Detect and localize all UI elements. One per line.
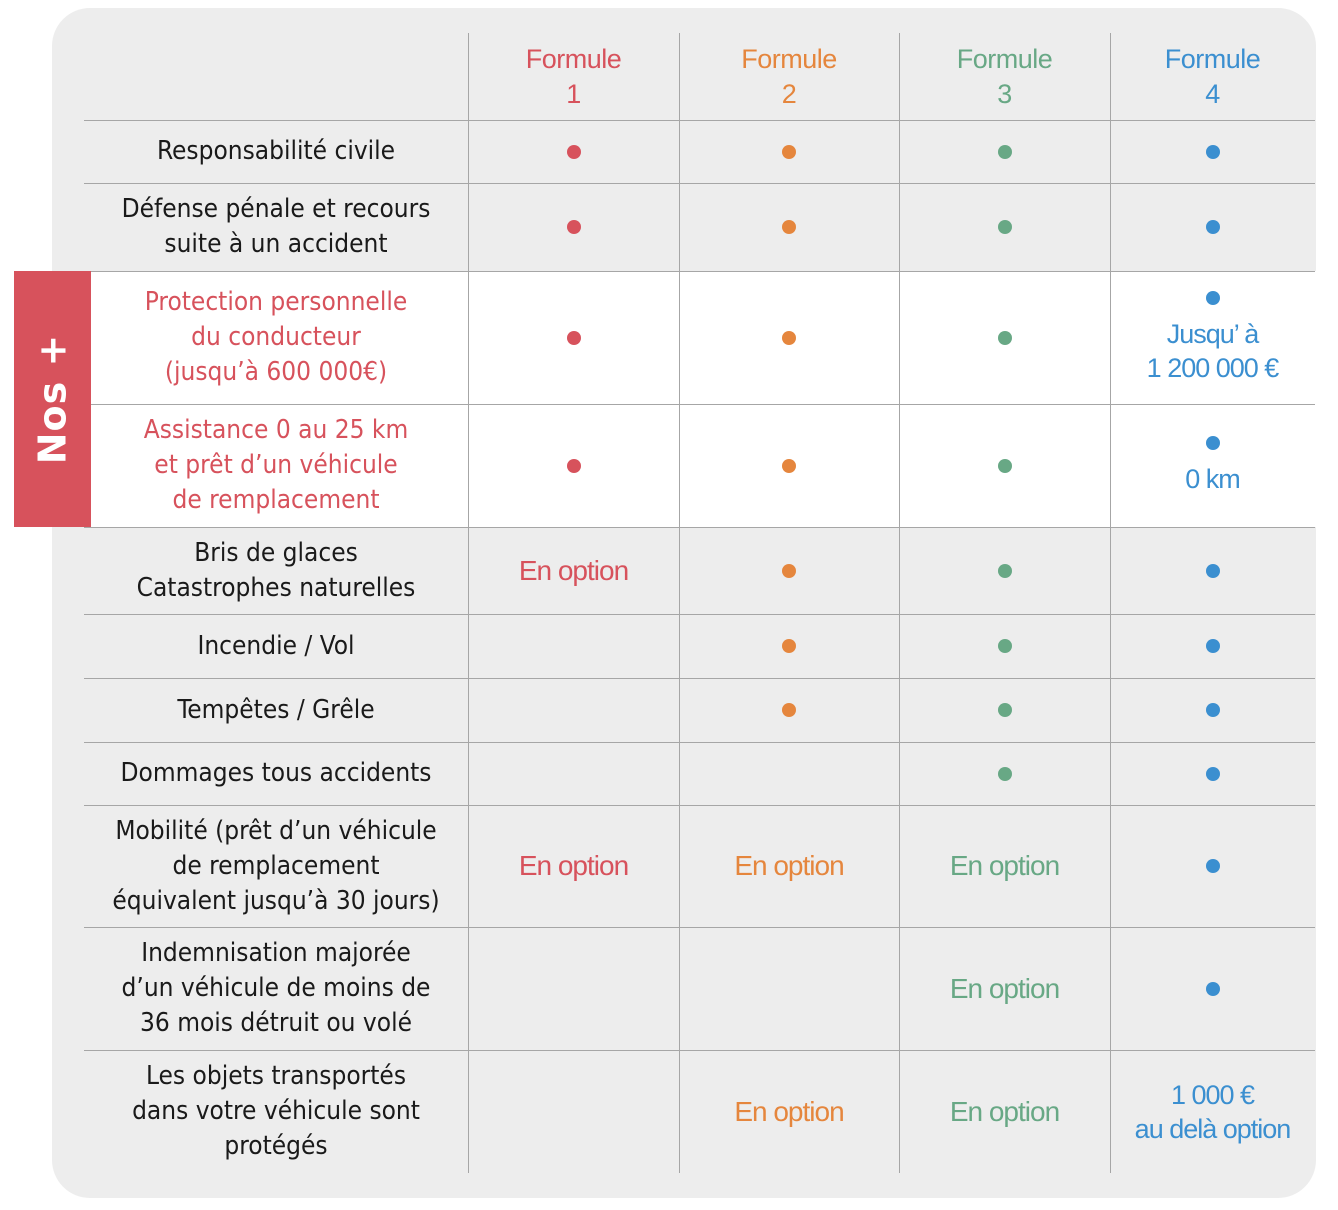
coverage-label: Mobilité (prêt d’un véhicule de remplacement équivalent jusqu’à 30 jours) [112,815,440,916]
table-row [0,183,1338,271]
included-dot-icon [998,639,1012,653]
row-divider [84,1050,1315,1051]
formula-2-cell [679,927,899,1050]
coverage-label: Les objets transportés dans votre véhicule sont protégés [132,1061,420,1161]
row-divider [84,527,1315,528]
row-label-cell [84,183,468,271]
included-dot-icon [1206,982,1220,996]
coverage-label: Défense pénale et recours suite à un accident [121,194,431,259]
table-row [0,805,1338,927]
en-option-label: En option [518,850,629,881]
row-label-cell [84,678,468,742]
formula-4-cell [1110,527,1315,614]
row-divider [84,927,1315,928]
coverage-label: Bris de glaces Catastrophes naturelles [136,537,416,603]
row-divider [84,183,1315,184]
formula-note: Jusqu’ à 1 200 000 € [1146,318,1279,383]
coverage-label: Dommages tous accidents [120,758,432,788]
table-row [0,678,1338,742]
formula-4-cell [1110,404,1315,527]
included-dot-icon [1206,859,1220,873]
included-dot-icon [998,145,1012,159]
table-row [0,271,1338,404]
row-label-cell [84,271,468,404]
formula-3-cell [899,1050,1110,1173]
en-option-label: En option [949,972,1060,1004]
formula-3-cell [899,527,1110,614]
formula-1-label: Formule 1 [525,43,622,109]
included-dot-icon [1206,564,1220,578]
row-divider [84,404,1315,405]
included-dot-icon [1206,220,1220,234]
table-row [0,120,1338,183]
en-option-label: En option [518,554,629,586]
included-dot-icon [998,220,1012,234]
row-label-cell [84,742,468,805]
formula-1-cell [468,805,679,927]
included-dot-icon [1206,767,1220,781]
formula-4-cell [1110,1050,1315,1173]
formula-3-cell [899,614,1110,678]
column-divider [899,33,900,1173]
included-dot-icon [782,145,796,159]
formula-4-cell [1110,678,1315,742]
table-row [0,527,1338,614]
included-dot-icon [1206,145,1220,159]
coverage-label: Incendie / Vol [197,630,355,661]
formula-3-cell [899,805,1110,927]
formula-4-cell [1110,742,1315,805]
en-option-label: En option [949,850,1060,881]
formula-3-cell [899,183,1110,271]
formula-2-cell [679,805,899,927]
formula-1-cell [468,120,679,183]
row-label-cell [84,805,468,927]
en-option-label: En option [949,1095,1060,1127]
header-formula-3 [899,33,1110,120]
row-divider [84,271,1315,272]
table-row [0,927,1338,1050]
coverage-label: Tempêtes / Grêle [177,694,375,725]
header-empty-cell [84,33,468,120]
included-dot-icon [998,564,1012,578]
nos-plus-label: Nos + [30,333,75,465]
header-formula-1 [468,33,679,120]
included-dot-icon [1206,639,1220,653]
row-divider [84,614,1315,615]
formula-3-cell [899,120,1110,183]
formula-4-cell [1110,805,1315,927]
formula-4-cell [1110,927,1315,1050]
formula-2-cell [679,678,899,742]
row-label-cell [84,120,468,183]
formula-1-cell [468,742,679,805]
formula-1-cell [468,183,679,271]
nos-plus-tab [14,271,91,527]
formula-2-cell [679,404,899,527]
formula-3-cell [899,742,1110,805]
row-divider [84,678,1315,679]
table-row [0,614,1338,678]
included-dot-icon [567,331,581,345]
table-row [0,404,1338,527]
included-dot-icon [1206,703,1220,717]
table-row [0,1050,1338,1173]
included-dot-icon [998,331,1012,345]
formula-3-cell [899,271,1110,404]
column-divider [1110,33,1111,1173]
included-dot-icon [782,220,796,234]
included-dot-icon [1206,436,1220,450]
row-divider [84,120,1315,121]
coverage-label: Indemnisation majorée d’un véhicule de moins de 36 mois détruit ou volé [121,938,431,1038]
formula-2-cell [679,742,899,805]
formula-1-cell [468,678,679,742]
formula-4-cell [1110,183,1315,271]
header-formula-4 [1110,33,1315,120]
formula-2-cell [679,120,899,183]
formula-3-label: Formule 3 [956,43,1053,109]
table-row [0,742,1338,805]
formula-1-cell [468,1050,679,1173]
formula-2-cell [679,527,899,614]
row-label-cell [84,1050,468,1173]
included-dot-icon [567,459,581,473]
row-label-cell [84,404,468,527]
formula-2-label: Formule 2 [741,43,837,109]
row-label-cell [84,927,468,1050]
included-dot-icon [998,459,1012,473]
header-row [0,33,1338,120]
formula-4-cell [1110,614,1315,678]
formula-3-cell [899,927,1110,1050]
formula-2-cell [679,1050,899,1173]
en-option-label: En option [734,1095,844,1127]
row-divider [84,742,1315,743]
formula-note: 1 000 € au delà option [1134,1079,1291,1144]
formula-1-cell [468,271,679,404]
coverage-label: Responsabilité civile [156,136,396,166]
formula-4-label: Formule 4 [1164,43,1261,109]
formula-note: 0 km [1185,463,1240,494]
formula-3-cell [899,678,1110,742]
coverage-label: Protection personnelle du conducteur (jusqu’à 600 000€) [144,287,408,387]
included-dot-icon [567,145,581,159]
included-dot-icon [782,639,796,653]
included-dot-icon [782,331,796,345]
formula-3-cell [899,404,1110,527]
included-dot-icon [782,564,796,578]
row-label-cell [84,527,468,614]
formula-1-cell [468,527,679,614]
formula-1-cell [468,927,679,1050]
formula-2-cell [679,183,899,271]
included-dot-icon [1206,291,1220,305]
formula-4-cell [1110,271,1315,404]
formula-1-cell [468,614,679,678]
row-label-cell [84,614,468,678]
included-dot-icon [998,767,1012,781]
coverage-label: Assistance 0 au 25 km et prêt d’un véhicule de remplacement [143,415,409,515]
included-dot-icon [782,703,796,717]
column-divider [679,33,680,1173]
formula-1-cell [468,404,679,527]
en-option-label: En option [734,850,844,881]
formula-2-cell [679,271,899,404]
header-formula-2 [679,33,899,120]
row-divider [84,805,1315,806]
formula-4-cell [1110,120,1315,183]
included-dot-icon [782,459,796,473]
included-dot-icon [567,220,581,234]
formula-2-cell [679,614,899,678]
column-divider [468,33,469,1173]
included-dot-icon [998,703,1012,717]
